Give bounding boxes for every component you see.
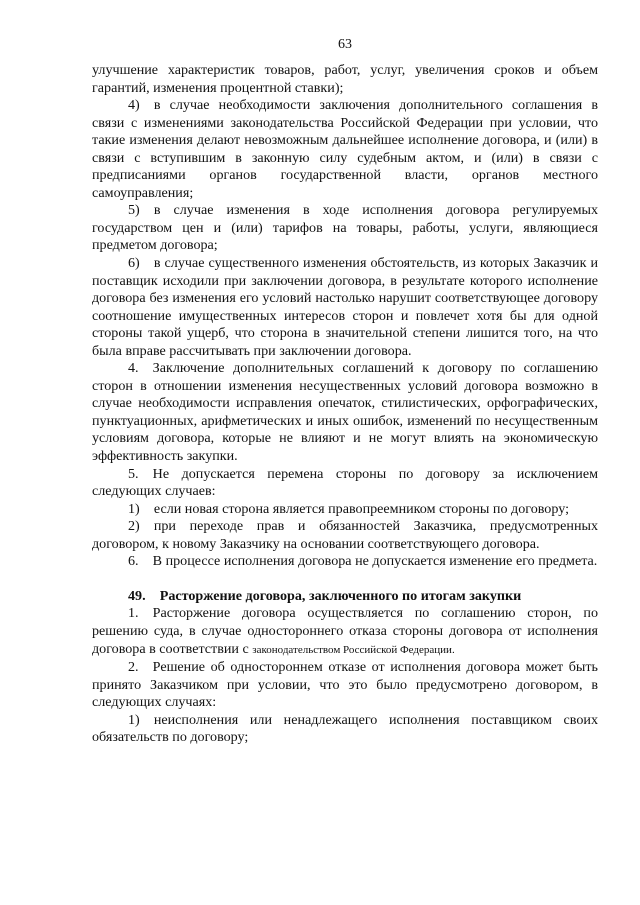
section-clause-1-small-text: законодательством Российской Федерации. <box>252 643 455 656</box>
list-item-4: 4) в случае необходимости заключения дополнительного соглашения в связи с изменениями законодательства Российской Федерации при условии, что такие изменения делают невозможным дальнейшее исполнение договора, и (или) в связи с вступившим в законную силу судебным актом, и (или) в связи с предписаниями органов государственной власти, органов местного самоуправления; <box>92 97 598 201</box>
section-number: 49. <box>128 587 146 604</box>
clause-5: 5. Не допускается перемена стороны по договору за исключением следующих случаев: <box>92 465 598 500</box>
list-item-2: 2) при переходе прав и обязанностей Заказчика, предусмотренных договором, к новому Заказчику на основании соответствующего договора. <box>92 518 598 552</box>
section-heading <box>92 588 598 606</box>
section-clause-1 <box>92 605 598 659</box>
document-body <box>92 62 598 747</box>
page-number: 63 <box>338 37 352 52</box>
list-item-6: 6) в случае существенного изменения обстоятельств, из которых Заказчик и поставщик исходили при заключении договора, в результате которого исполнение договора без изменения его условий настолько нарушит соответствующее договору соотношение имущественных интересов сторон и повлечет хотя бы для одной стороны такой ущерб, что сторона в значительной степени лишится того, на что была вправе рассчитывать при заключении договора. <box>92 255 598 359</box>
paragraph-continuation: улучшение характеристик товаров, работ, услуг, увеличения сроков и объем гарантий, изменения процентной ставки); <box>92 62 598 96</box>
clause-4: 4. Заключение дополнительных соглашений к договору по соглашению сторон в отношении изменения несущественных условий договора возможно в случае необходимости исправления опечаток, стилистических, орфографических, пунктуационных, арифметических и иных ошибок, изменений по несущественным условиям договора, которые не влияют и не могут влиять на экономическую эффективность закупки. <box>92 360 598 465</box>
section-list-item-1: 1) неисполнения или ненадлежащего исполнения поставщиком своих обязательств по договору; <box>92 711 598 746</box>
list-item-1: 1) если новая сторона является правопреемником стороны по договору; <box>128 500 569 517</box>
section-clause-2: 2. Решение об одностороннем отказе от исполнения договора может быть принято Заказчиком при условии, что это было предусмотрено договором, в следующих случаях: <box>92 659 598 711</box>
section-title: Расторжение договора, заключенного по итогам закупки <box>159 587 522 604</box>
list-item-5: 5) в случае изменения в ходе исполнения договора регулируемых государством цен и (или) тарифов на товары, работы, услуги, являющиеся предметом договора; <box>92 202 598 254</box>
clause-6: 6. В процессе исполнения договора не допускается изменение его предмета. <box>128 553 598 570</box>
section-clause-1-text: 1. Расторжение договора осуществляется по соглашению сторон, по решению суда, в случае одностороннего отказа стороны договора от исполнения договора в соответствии с <box>92 605 598 657</box>
